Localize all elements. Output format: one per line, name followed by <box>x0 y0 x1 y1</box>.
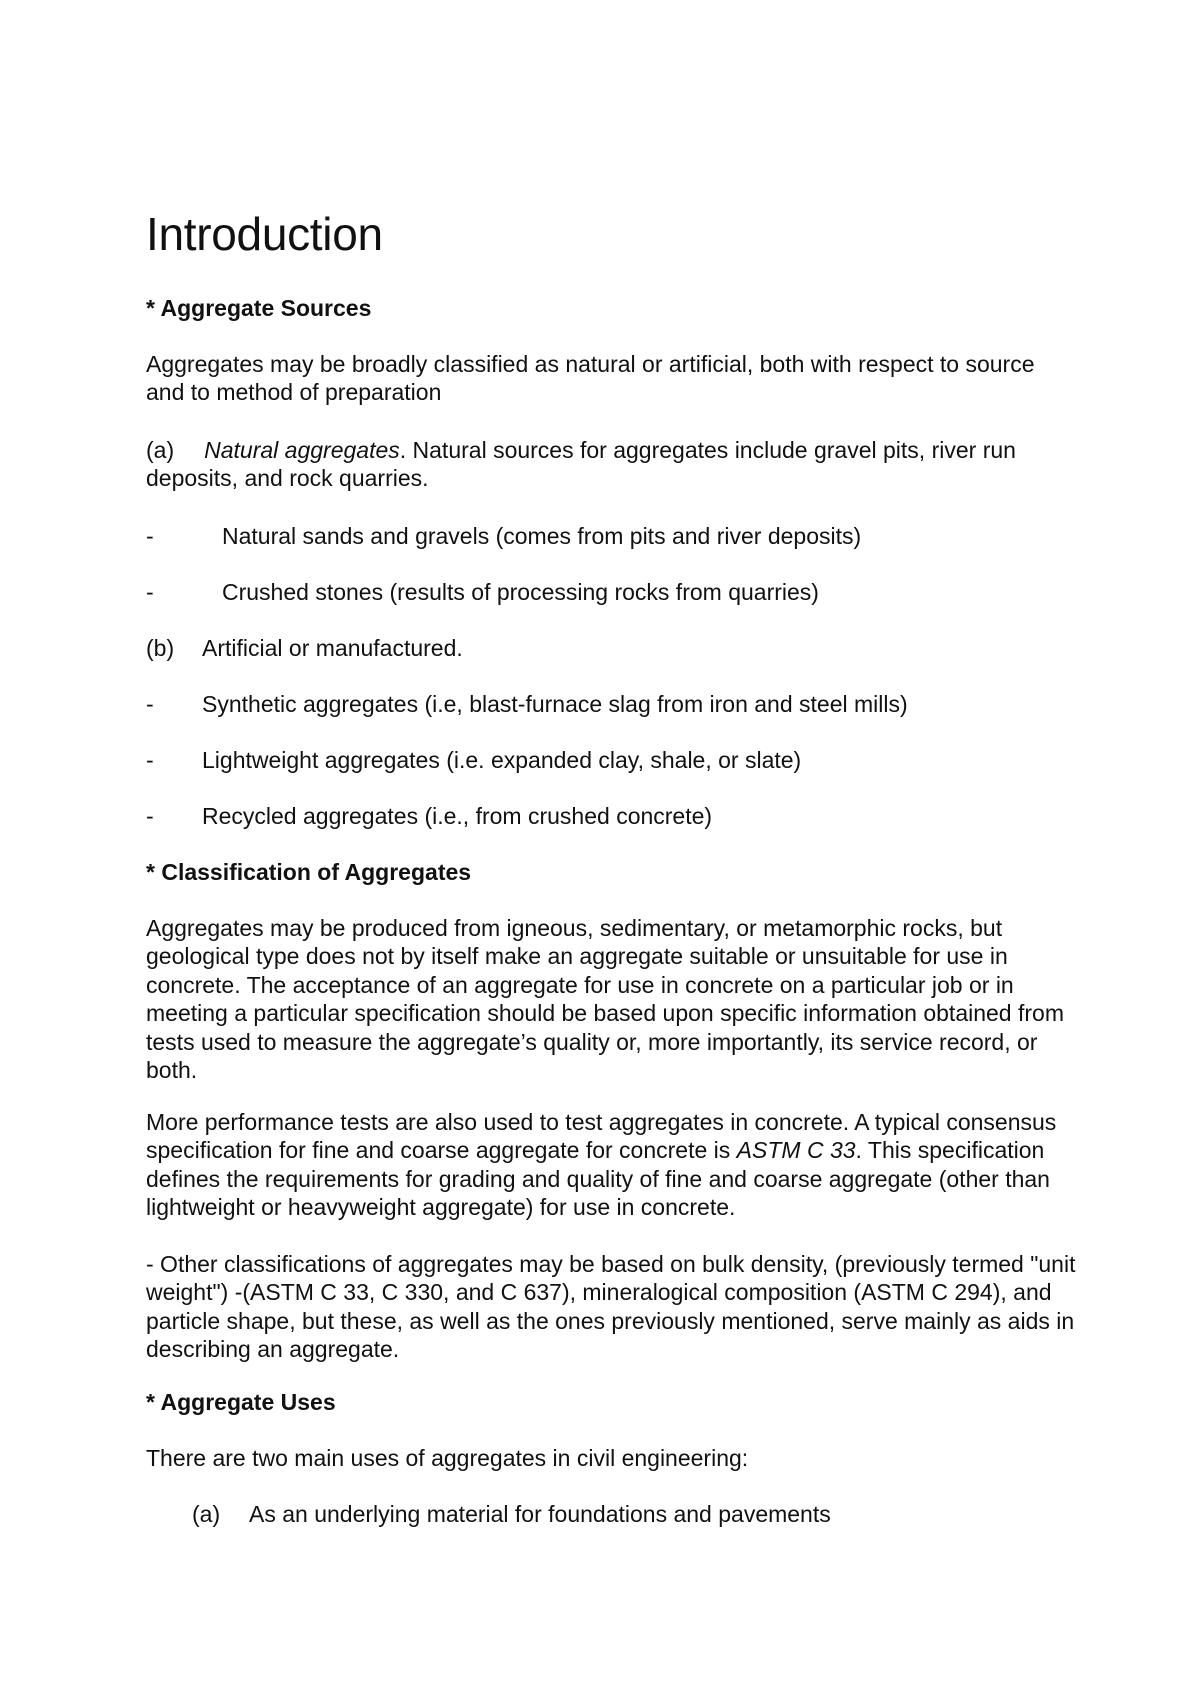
section-heading-aggregate-sources: * Aggregate Sources <box>146 295 372 321</box>
list-item <box>192 1500 831 1528</box>
list-marker: - <box>146 579 154 605</box>
list-item <box>146 802 713 830</box>
astm-reference: ASTM C 33 <box>736 1137 856 1164</box>
paragraph-text: More performance tests are also used to test aggregates in concrete. A typical consensus specification for fine and coarse aggregate for concrete is <box>146 1109 1057 1164</box>
list-item-text: Lightweight aggregates (i.e. expanded clay, shale, or slate) <box>202 747 802 773</box>
section-heading-classification: * Classification of Aggregates <box>146 859 472 885</box>
item-marker: (a) <box>146 437 175 463</box>
section-heading-aggregate-uses: * Aggregate Uses <box>146 1389 336 1415</box>
classification-paragraph-2 <box>146 1108 1076 1222</box>
list-item <box>146 522 862 550</box>
list-item-text: Artificial or manufactured. <box>202 635 463 661</box>
list-marker: (b) <box>146 635 175 661</box>
list-item <box>146 690 908 718</box>
natural-aggregates-text: . Natural sources for aggregates include gravel pits, river run deposits, and rock quarries. <box>146 437 1016 492</box>
list-item-text: As an underlying material for foundations and pavements <box>249 1501 831 1527</box>
list-item-text: Recycled aggregates (i.e., from crushed concrete) <box>202 803 713 829</box>
list-marker: - <box>146 523 154 549</box>
list-marker: (a) <box>192 1501 221 1527</box>
uses-intro: There are two main uses of aggregates in civil engineering: <box>146 1445 749 1471</box>
natural-aggregates-label: Natural aggregates <box>204 437 400 463</box>
list-marker: - <box>146 747 154 773</box>
list-item <box>146 634 463 662</box>
list-item-text: Natural sands and gravels (comes from pits and river deposits) <box>222 523 862 549</box>
list-item-text: Synthetic aggregates (i.e, blast-furnace slag from iron and steel mills) <box>202 691 908 717</box>
list-item <box>146 746 802 774</box>
list-item-text: Crushed stones (results of processing rocks from quarries) <box>222 579 819 605</box>
paragraph-text: . This specification defines the requirements for grading and quality of fine and coarse aggregate (other than lightweight or heavyweight aggregate) for use in concrete. <box>146 1137 1050 1221</box>
classification-paragraph-3: - Other classifications of aggregates may be based on bulk density, (previously termed "unit weight") -(ASTM C 33, C 330, and C 637), mineralogical composition (ASTM C 294), and particle shape, but these, as well as the ones previously mentioned, serve mainly as aids in describing an aggregate. <box>146 1251 1076 1363</box>
list-item <box>146 578 819 606</box>
classification-paragraph-1: Aggregates may be produced from igneous, sedimentary, or metamorphic rocks, but geological type does not by itself make an aggregate suitable or unsuitable for use in concrete. The acceptance of an aggregate for use in concrete on a particular job or in meeting a particular specification should be based upon specific information obtained from tests used to measure the aggregate’s quality or, more importantly, its service record, or both. <box>146 915 1064 1084</box>
natural-aggregates-paragraph <box>146 436 1076 493</box>
list-marker: - <box>146 803 154 829</box>
list-marker: - <box>146 691 154 717</box>
sources-intro-paragraph: Aggregates may be broadly classified as natural or artificial, both with respect to source and to method of preparation <box>146 351 1035 406</box>
page-title: Introduction <box>146 208 383 260</box>
